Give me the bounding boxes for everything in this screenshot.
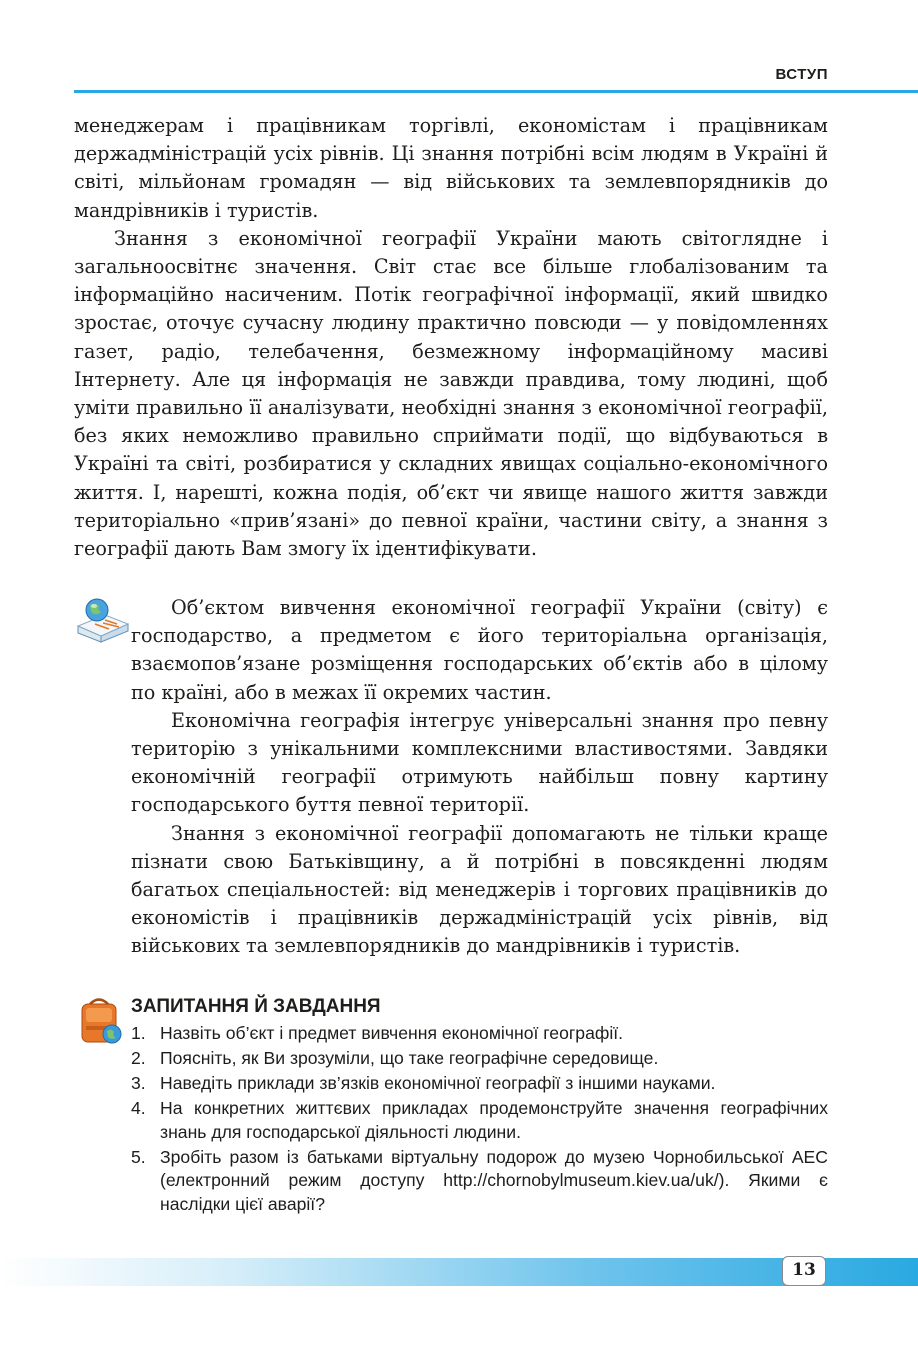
question-number: 4. bbox=[131, 1098, 146, 1118]
question-text: На конкретних життєвих прикладах продемонструйте значення географічних знань для господарської діяльності людини. bbox=[160, 1098, 828, 1142]
question-text: Поясніть, як Ви зрозуміли, що таке географічне середовище. bbox=[160, 1048, 659, 1068]
key-idea-text bbox=[131, 594, 828, 961]
intro-paragraph-2: Знання з економічної географії України мають світоглядне і загальноосвітнє значення. Світ стає все більше глобалізованим та інформаційно насиченим. Потік географічної інформації, який швидко зростає, оточує сучасну людину практично повсюди — у повідомленнях газет, радіо, телебачення, безмежному інформаційному масиві Інтернету. Але ця інформація не завжди правдива, тому людині, щоб уміти правильно її аналізувати, необхідні знання з економічної географії, без яких неможливо правильно сприймати події, що відбуваються в Україні та світі, розбиратися у складних явищах соціально-економічного життя. І, нарешті, кожна подія, об’єкт чи явище нашого життя завжди територіально «прив’язані» до певної країни, частини світу, а знання з географії дають Вам змогу їх ідентифікувати. bbox=[74, 226, 828, 561]
question-number: 3. bbox=[131, 1073, 146, 1093]
question-text: Зробіть разом із батьками віртуальну подорож до музею Чорнобильської АЕС (електронний режим доступу http://chornobylmuseum.kiev.ua/uk/). Якими є наслідки цієї аварії? bbox=[160, 1146, 828, 1214]
questions-heading: ЗАПИТАННЯ Й ЗАВДАННЯ bbox=[131, 996, 381, 1017]
question-number: 2. bbox=[131, 1048, 146, 1068]
question-item bbox=[131, 1097, 828, 1144]
header-rule bbox=[74, 90, 918, 93]
questions-list bbox=[131, 1022, 828, 1218]
question-number: 1. bbox=[131, 1023, 146, 1043]
question-number: 5. bbox=[131, 1146, 146, 1167]
footer-band bbox=[0, 1258, 918, 1286]
page-number: 13 bbox=[782, 1256, 826, 1286]
question-item bbox=[131, 1047, 828, 1071]
question-item bbox=[131, 1022, 828, 1046]
question-text: Наведіть приклади зв’язків економічної географії з іншими науками. bbox=[160, 1073, 716, 1093]
question-item bbox=[131, 1072, 828, 1096]
key-paragraph-3: Знання з економічної географії допомагають не тільки краще пізнати свою Батьківщину, а й потрібні в повсякденні людям багатьох спеціальностей: від менеджерів і торгових працівників до економістів і працівників держадміністрацій усіх рівнів, від військових та землевпорядників до мандрівників і туристів. bbox=[131, 821, 828, 958]
key-paragraph-2: Економічна географія інтегрує універсальні знання про певну територію з унікальними комплексними властивостями. Завдяки економічній географії отримують найбільш повну картину господарського буття певної території. bbox=[131, 708, 828, 817]
intro-text bbox=[74, 112, 828, 563]
section-title: ВСТУП bbox=[775, 66, 828, 83]
key-paragraph-1: Об’єктом вивчення економічної географії України (світу) є господарство, а предметом є його територіальна організація, взаємопов’язане розміщення господарських об’єктів або в цілому по країні, або в межах її окремих частин. bbox=[131, 596, 828, 704]
question-text: Назвіть об’єкт і предмет вивчення економічної географії. bbox=[160, 1023, 624, 1043]
book-globe-icon bbox=[75, 596, 131, 646]
schoolbag-globe-icon bbox=[74, 994, 126, 1046]
question-item bbox=[131, 1146, 828, 1217]
intro-paragraph-1: менеджерам і працівникам торгівлі, економістам і працівникам держадміністрацій усіх рівнів. Ці знання потрібні всім людям в Україні й світі, мільйонам громадян — від військових та землевпорядників до мандрівників і туристів. bbox=[74, 114, 828, 222]
